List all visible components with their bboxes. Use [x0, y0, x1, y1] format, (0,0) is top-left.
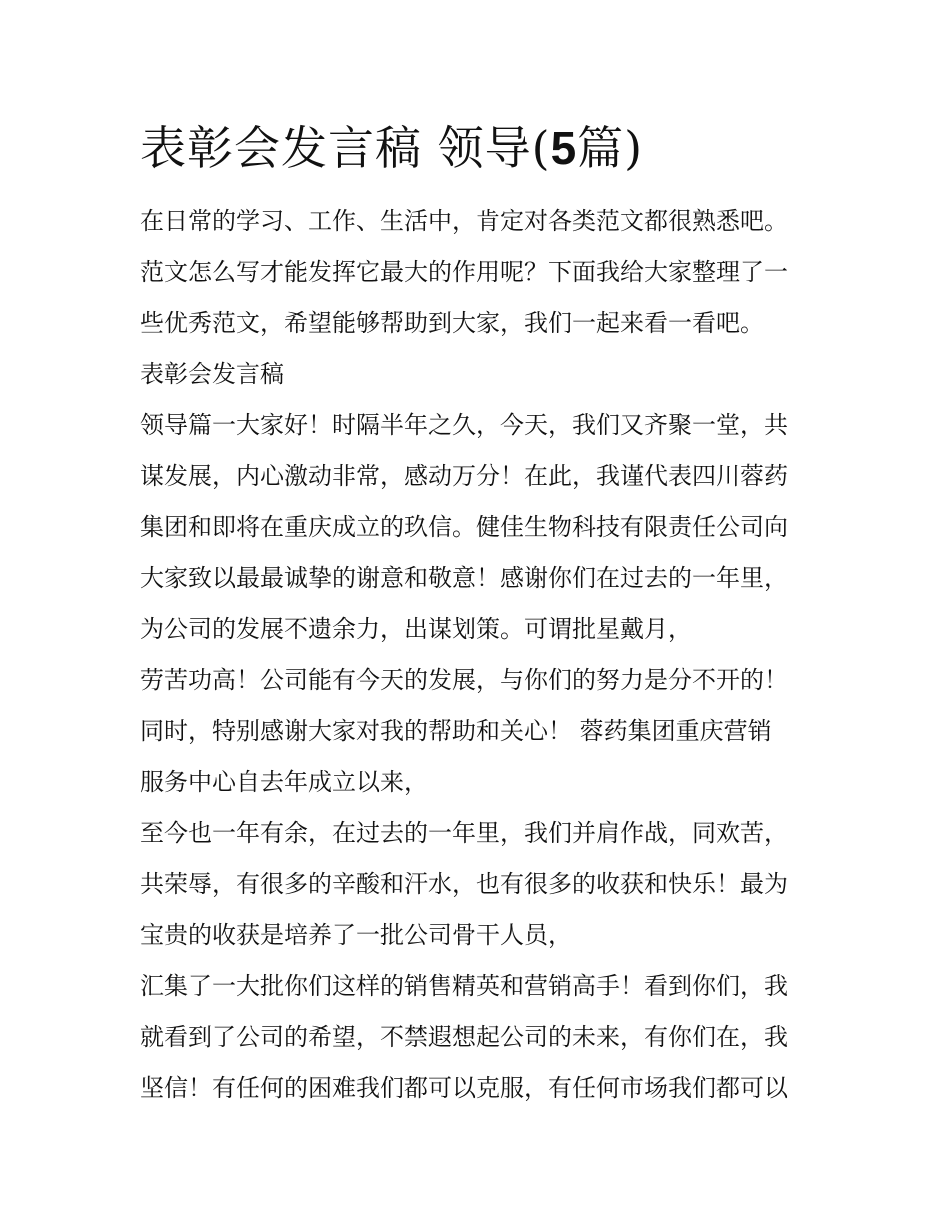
text-line: 谋发展，内心激动非常，感动万分！在此，我谨代表四川蓉药	[140, 462, 788, 490]
body-text	[140, 196, 820, 1114]
text-line: 就看到了公司的希望，不禁遐想起公司的未来，有你们在，我	[140, 1023, 788, 1051]
section-heading: 表彰会发言稿	[140, 360, 284, 388]
text-line: 同时，特别感谢大家对我的帮助和关心！ 蓉药集团重庆营销	[140, 717, 772, 745]
text-line: 劳苦功高！公司能有今天的发展，与你们的努力是分不开的！	[140, 666, 788, 694]
title-number: 5	[550, 122, 578, 174]
title-end: 篇)	[577, 121, 644, 175]
text-line: 汇集了一大批你们这样的销售精英和营销高手！看到你们，我	[140, 972, 788, 1000]
text-line: 共荣辱，有很多的辛酸和汗水，也有很多的收获和快乐！最为	[140, 870, 788, 898]
text-line: 些优秀范文，希望能够帮助到大家，我们一起来看一看吧。	[140, 309, 764, 337]
text-line: 大家致以最最诚挚的谢意和敬意！感谢你们在过去的一年里，	[140, 564, 788, 592]
text-line: 领导篇一大家好！时隔半年之久，今天，我们又齐聚一堂，共	[140, 411, 788, 439]
text-line: 集团和即将在重庆成立的玖信。健佳生物科技有限责任公司向	[140, 513, 788, 541]
text-line: 在日常的学习、工作、生活中，肯定对各类范文都很熟悉吧。	[140, 207, 788, 235]
text-line: 至今也一年有余，在过去的一年里，我们并肩作战，同欢苦，	[140, 819, 788, 847]
text-line: 坚信！有任何的困难我们都可以克服，有任何市场我们都可以	[140, 1074, 788, 1102]
text-line: 服务中心自去年成立以来，	[140, 768, 428, 796]
title-main: 表彰会发言稿 领导(	[140, 121, 551, 175]
text-line: 宝贵的收获是培养了一批公司骨干人员，	[140, 921, 572, 949]
page-title	[140, 118, 643, 178]
text-line: 为公司的发展不遗余力，出谋划策。可谓批星戴月，	[140, 615, 692, 643]
text-line: 范文怎么写才能发挥它最大的作用呢？下面我给大家整理了一	[140, 258, 788, 286]
